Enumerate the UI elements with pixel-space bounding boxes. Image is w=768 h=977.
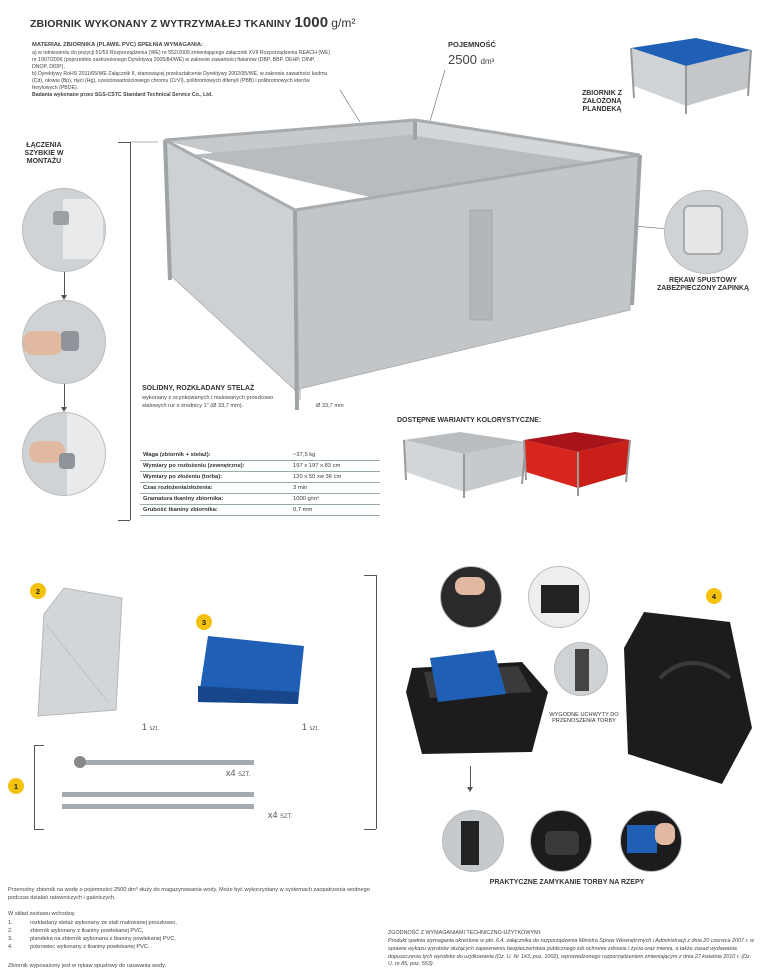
list-item xyxy=(8,919,378,927)
material-requirements: MATERIAŁ ZBIORNIKA (PLAWIL PVC) SPEŁNIA WYMAGANIA: a) w odniesieniu do pozycji 51/52 Rozporządzenia (WE) nr 552/2009 zmieniającego załącznik XVII Rozporządzenia REACH (WE) nr 1907/2006 (poprzednio zastrzeżonego Dyrektywą 2005/84/WE) w zakresie zawartości ftalanów (DBP, BBP, DEHP, DINP, DNOP, DIDP), b) Dyrektywy RoHS 2011/65/WE Załącznik II, stanowiącej przekształcenie Dyrektywy 2002/95/WE, w zakresie zawartości kadmu (Cd), ołowiu (Bp), rtęci (Hg), sześciowartościowego chromu (CrVI), polibromowych difenyli (PBB) i polibromowych eterów fenylowych (PBDE). Badania wykonane przez SGS-CSTC Standard Technical Service Co., Ltd. xyxy=(32,42,331,98)
badge-4: 4 xyxy=(706,588,722,604)
compliance-heading: ZGODNOŚĆ Z WYMAGANIAMI TECHNICZNO-UŻYTKOWYMI: xyxy=(388,930,542,936)
left-bracket xyxy=(130,142,131,520)
spec-row xyxy=(140,461,380,472)
drain-sleeve-label: RĘKAW SPUSTOWY ZABEZPIECZONY ZAPINKĄ xyxy=(656,277,750,293)
handles-label: WYGODNE UCHWYTY DO PRZENOSZENIA TORBY xyxy=(549,712,619,725)
variant-red-image xyxy=(520,428,634,498)
compliance-text: Produkt spełnia wymagania określone w pkt. 6.4. załącznika do rozporządzenia Ministra Spraw Wewnętrznych i Administracji z dnia 20 czerwca 2007 r. w sprawie wykazu wyrobów służących zapewnieniu bezpieczeństwa publicznego lub ochronie zdrowia i życia oraz mienia, a także zasad wydawania dopuszczenia tych wyrobów do użytkowania (Dz. U. Nr 143, poz. 1002), wprowadzonego rozporządzeniem zmieniającym z dnia 27 kwietnia 2010 r. (Dz. U. nr 85, poz. 553). xyxy=(388,938,754,968)
detail-joint-1-image xyxy=(22,188,106,272)
arrow-down-icon xyxy=(61,407,67,412)
spec-label: Waga (zbiornik + stelaż): xyxy=(140,450,290,461)
list-item xyxy=(8,935,378,943)
spec-label: Wymiary po złożeniu (torba): xyxy=(140,472,290,483)
drain-sleeve-detail-image xyxy=(664,190,748,274)
handles-detail-image xyxy=(554,642,608,696)
list-item xyxy=(8,943,378,951)
list-item-number: 1. xyxy=(8,920,13,926)
frame-title: SOLIDNY, ROZKŁADANY STELAŻ xyxy=(142,385,255,392)
list-item-text: zbiornik wykonany z tkaniny powlekanej PVC, xyxy=(30,928,144,935)
kit-list xyxy=(8,919,378,951)
list-item-number: 2. xyxy=(8,928,13,935)
list-item xyxy=(8,927,378,935)
variant-grey-image xyxy=(400,428,530,500)
arrow-down-icon xyxy=(61,295,67,300)
tarp-label: ZBIORNIK Z ZAŁOŻONĄ PLANDEKĄ xyxy=(581,90,623,114)
frame-description: wykonany z ocynkowanych i malowanych proszkowo stalowych rur o średnicy 1" (Ø 33,7 mm). xyxy=(142,395,274,409)
list-item-number: 3. xyxy=(8,936,13,943)
tank-with-tarp-image xyxy=(626,36,756,116)
spec-row xyxy=(140,494,380,505)
spec-label: Czas rozłożenia/złożenia: xyxy=(140,483,290,494)
velcro-detail-2-image xyxy=(530,810,592,872)
spec-row xyxy=(140,472,380,483)
spec-row xyxy=(140,483,380,494)
spec-label: Gramatura tkaniny zbiornika: xyxy=(140,494,290,505)
open-bag-image xyxy=(402,632,552,758)
velcro-label: PRAKTYCZNE ZAMYKANIE TORBY NA RZEPY xyxy=(489,879,645,886)
badge-2: 2 xyxy=(30,583,46,599)
spec-value: 1000 g/m² xyxy=(290,494,380,505)
spec-value: 0,7 mm xyxy=(290,505,380,516)
folded-tank-image xyxy=(34,584,134,724)
velcro-detail-3-image xyxy=(620,810,682,872)
qty-rails: x4 SZT. xyxy=(268,810,293,820)
list-item-number: 4. xyxy=(8,944,13,951)
list-item-text: pokrowiec wykonany z tkaniny powlekanej PVC. xyxy=(30,944,150,951)
spec-value: 3 min xyxy=(290,483,380,494)
spec-value: 120 x 50 xw 36 cm xyxy=(290,472,380,483)
capacity-label: POJEMNOŚĆ xyxy=(448,40,496,49)
title-weight-unit: g/m² xyxy=(331,16,356,30)
badge-1: 1 xyxy=(8,778,24,794)
product-intro: Przenośny zbiornik na wodę o pojemności 2500 dm³ służy do magazynowania wody. Może być wykorzystany w systemach zaopatrzenia wodnego podczas działań ratowniczych i gaśniczych. xyxy=(8,887,370,902)
list-item-text: plandeka na zbiornik wykonana z tkaniny powlekanej PVC, xyxy=(30,936,176,943)
spec-row xyxy=(140,505,380,516)
quick-connect-label: ŁĄCZENIA SZYBKIE W MONTAŻU xyxy=(24,142,64,166)
page-title: ZBIORNIK WYKONANY Z WYTRZYMAŁEJ TKANINY 1000 g/m² xyxy=(30,14,356,31)
qty-tank: 1 szt. xyxy=(142,722,159,732)
detail-joint-2-image xyxy=(22,300,106,384)
detail-joint-3-image xyxy=(22,412,106,496)
qty-legs: x4 SZT. xyxy=(226,768,251,778)
list-item-text: rozkładany stelaż wykonany ze stali malowanej proszkowo, xyxy=(30,920,177,926)
tank-illustration xyxy=(150,110,660,420)
frame-parts-image xyxy=(60,752,260,822)
sleeve-note: Zbiornik wyposażony jest w rękaw spustowy do usuwania wody. xyxy=(8,963,167,969)
bag-detail-hand-image xyxy=(440,566,502,628)
title-weight-value: 1000 xyxy=(294,14,329,31)
spec-row xyxy=(140,450,380,461)
spec-label: Wymiary po rozłożeniu (zewnętrzne): xyxy=(140,461,290,472)
kit-heading: W skład zestawu wchodzą: xyxy=(8,911,76,917)
specs-table xyxy=(140,450,380,516)
qty-tarp: 1 szt. xyxy=(302,722,319,732)
velcro-detail-1-image xyxy=(442,810,504,872)
capacity-value: 2500 dm³ xyxy=(448,52,495,67)
spec-label: Grubość tkaniny zbiornika: xyxy=(140,505,290,516)
closed-bag-image xyxy=(620,608,756,788)
spec-value: 197 x 197 x 83 cm xyxy=(290,461,380,472)
variants-label: DOSTĘPNE WARIANTY KOLORYSTYCZNE: xyxy=(397,417,542,424)
folded-tarp-image xyxy=(194,632,314,718)
arrow-down-icon xyxy=(467,787,473,792)
spec-value: ~37,5 kg xyxy=(290,450,380,461)
diameter-label: Ø 33,7 mm xyxy=(316,403,344,409)
badge-3: 3 xyxy=(196,614,212,630)
bag-detail-open-image xyxy=(528,566,590,628)
